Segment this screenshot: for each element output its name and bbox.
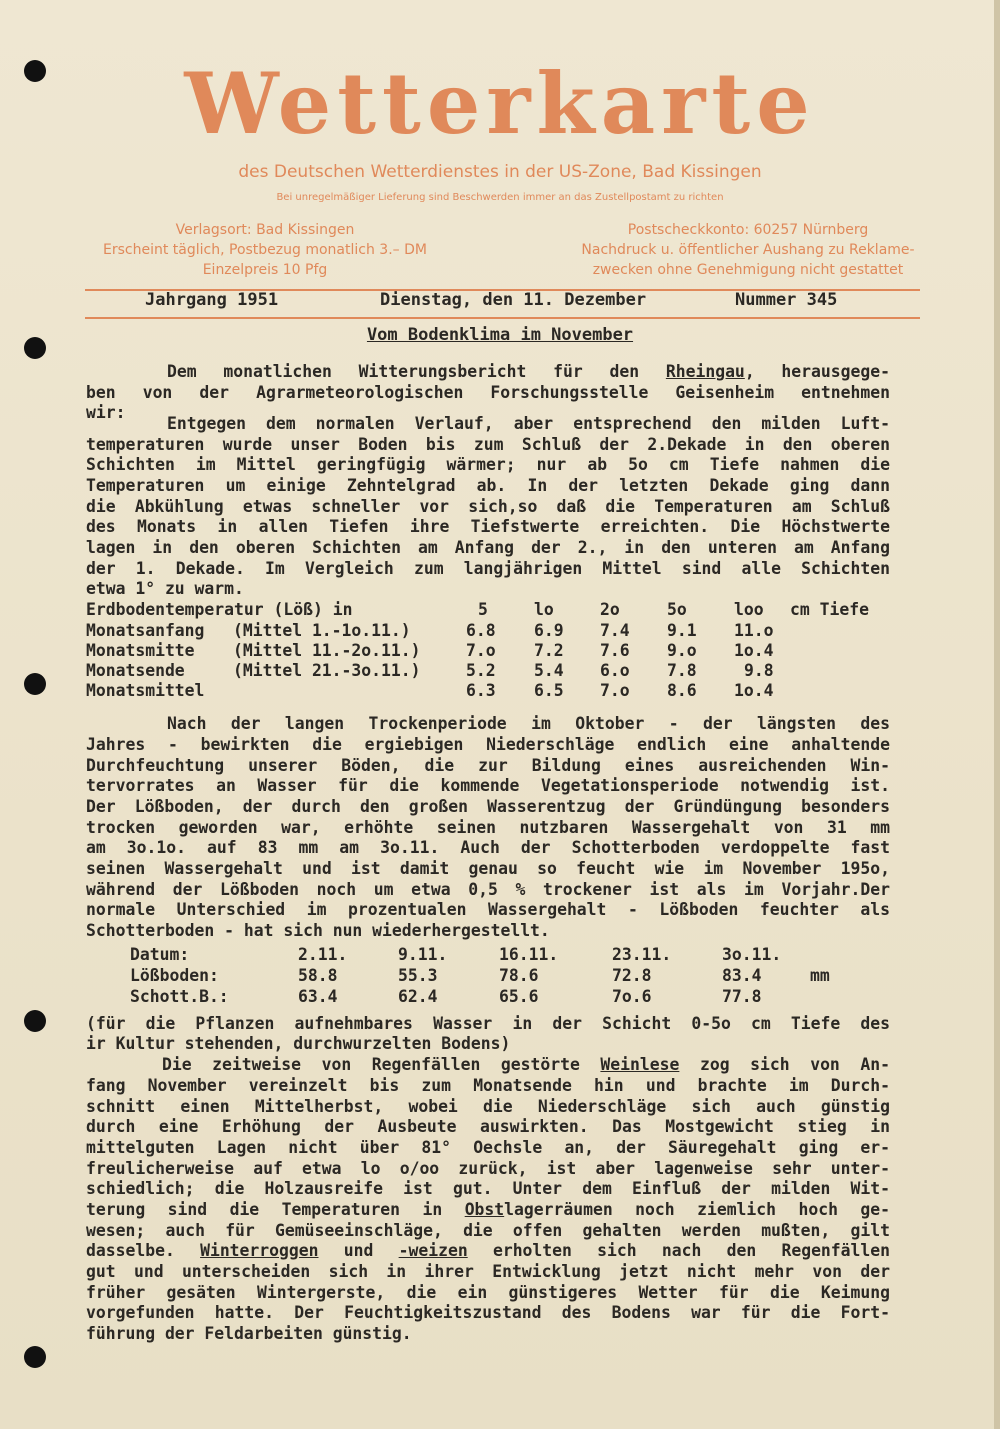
publisher-line: Verlagsort: Bad Kissingen	[175, 222, 355, 238]
table-cell: 8.6	[667, 681, 697, 700]
table-header-cell: lo	[534, 600, 554, 619]
text-line: normale Unterschied im prozentualen Wassergehalt - Lößboden feuchter als	[86, 900, 890, 919]
text-line: Die zeitweise von Regenfällen gestörte Weinlese zog sich von An-	[162, 1055, 890, 1074]
text-line: schnitt einen Mittelherbst, wobei die Niederschläge sich auch günstig	[86, 1097, 890, 1116]
text-line: Durchfeuchtung unserer Böden, die zur Bildung eines ausreichenden Win-	[86, 756, 890, 775]
text-line: am 3o.1o. auf 83 mm am 3o.11. Auch der Schotterboden verdoppelte fast	[86, 838, 890, 857]
punch-hole	[24, 673, 46, 695]
issue-date: Dienstag, den 11. Dezember	[380, 290, 647, 310]
text-line: vorgefunden hatte. Der Feuchtigkeitszustand des Bodens war für die Fort-	[86, 1303, 890, 1322]
table-cell: 1o.4	[734, 681, 774, 700]
table-cell: 9.1	[667, 621, 697, 640]
table-header-cell: 9.11.	[398, 945, 448, 964]
table-cell: 7.o	[600, 681, 630, 700]
table-cell: 55.3	[398, 966, 438, 985]
text-line: seinen Wassergehalt und ist damit genau so feucht wie im November 195o,	[86, 859, 890, 878]
text-line: fang November vereinzelt bis zum Monatsende hin und brachte im Durch-	[86, 1076, 890, 1095]
text-line: des Monats in allen Tiefen ihre Tiefstwerte erreichten. Die Höchstwerte	[86, 517, 890, 536]
table-row-period: (Mittel 21.-3o.11.)	[233, 661, 421, 680]
table-cell: 65.6	[499, 987, 539, 1006]
table-row-label: Monatsanfang	[86, 621, 205, 640]
table-cell: 5.4	[534, 661, 564, 680]
table-cell: 6.8	[466, 621, 496, 640]
text-line: schiedlich; die Holzausreife ist gut. Unter dem Einfluß der milden Wit-	[86, 1179, 890, 1198]
table-header-cell: loo	[734, 600, 764, 619]
table-cell: 6.o	[600, 661, 630, 680]
table-cell: 9.8	[744, 661, 774, 680]
text-line: mittelguten Lagen nicht über 81° Oechsle an, der Säuregehalt ging er-	[86, 1138, 890, 1157]
text-line: Jahres - bewirkten die ergiebigen Niederschläge endlich eine anhaltende	[86, 735, 890, 754]
table-cell: 7.2	[534, 641, 564, 660]
text-line: früher gesäten Wintergerste, die ein günstigeres Wetter für die Keimung	[86, 1283, 890, 1302]
table-header-cell: 2.11.	[298, 945, 348, 964]
table-cell: 63.4	[298, 987, 338, 1006]
text-line: der 1. Dekade. Im Vergleich zum langjährigen Mittel sind alle Schichten	[86, 559, 890, 578]
table-cell: 62.4	[398, 987, 438, 1006]
masthead-title: Wetterkarte	[184, 54, 816, 153]
text-line: Dem monatlichen Witterungsbericht für den Rheingau, herausgege-	[167, 362, 890, 381]
text-line: freulicherweise auf etwa lo o/oo zurück, ist aber lagenweise sehr unter-	[86, 1159, 890, 1178]
table-cell: 7.o	[466, 641, 496, 660]
text-line: temperaturen wurde unser Boden bis zum Schluß der 2.Dekade in den oberen	[86, 435, 890, 454]
text-line: die Abkühlung etwas schneller vor sich,so daß die Temperaturen am Schluß	[86, 497, 890, 516]
text-line: gut und unterscheiden sich in ihrer Entwicklung jetzt nicht mehr von der	[86, 1262, 890, 1281]
text-line: dasselbe. Winterroggen und -weizen erholten sich nach den Regenfällen	[86, 1241, 891, 1260]
table-cell: 6.9	[534, 621, 564, 640]
table-note-line: (für die Pflanzen aufnehmbares Wasser in der Schicht 0-5o cm Tiefe des	[86, 1014, 890, 1033]
text-line: wesen; auch für Gemüseeinschläge, die offen gehalten werden mußten, gilt	[86, 1221, 890, 1240]
table-row-label: Schott.B.:	[130, 987, 229, 1006]
text-line: ben von der Agrarmeteorologischen Forschungsstelle Geisenheim entnehmen	[86, 383, 890, 402]
table-cell: 11.o	[734, 621, 774, 640]
text-line: Entgegen dem normalen Verlauf, aber entsprechend den milden Luft-	[167, 414, 890, 433]
publisher-line: Erscheint täglich, Postbezug monatlich 3.– DM	[103, 242, 427, 258]
publisher-line: Nachdruck u. öffentlicher Aushang zu Reklame-	[581, 242, 915, 258]
table-cell: 77.8	[722, 987, 762, 1006]
issue-number: Nummer 345	[735, 290, 838, 310]
table-header-cell: 16.11.	[499, 945, 559, 964]
table-cell: 83.4	[722, 966, 762, 985]
table-cell: 7.6	[600, 641, 630, 660]
issue-volume: Jahrgang 1951	[145, 290, 279, 310]
table-cell: 58.8	[298, 966, 338, 985]
table-cell: 78.6	[499, 966, 539, 985]
text-line: führung der Feldarbeiten günstig.	[86, 1324, 412, 1343]
table-row-label: Monatsmitte	[86, 641, 195, 660]
table-header-cell: 2o	[600, 600, 620, 619]
table-cell: 1o.4	[734, 641, 774, 660]
text-line: Schichten im Mittel geringfügig wärmer; nur ab 5o cm Tiefe nahmen die	[86, 455, 890, 474]
text-line: terung sind die Temperaturen in Obstlagerräumen noch ziemlich hoch ge-	[86, 1200, 891, 1219]
table-header-cell: 5o	[667, 600, 687, 619]
table-header-cell: 5	[478, 600, 488, 619]
table-cell: 7o.6	[612, 987, 652, 1006]
publisher-info-right	[578, 220, 918, 280]
publisher-line: Postscheckkonto: 60257 Nürnberg	[627, 222, 869, 238]
text-line: etwa 1° zu warm.	[86, 579, 244, 598]
publisher-line: zwecken ohne Genehmigung nicht gestattet	[592, 262, 904, 278]
text-line: wir:	[86, 403, 126, 422]
text-line: Nach der langen Trockenperiode im Oktober - der längsten des	[167, 714, 890, 733]
text-line: Schotterboden - hat sich nun wiederhergestellt.	[86, 921, 550, 940]
article-title: Vom Bodenklima im November	[366, 325, 634, 345]
text-line: trocken geworden war, erhöhte seinen nutzbaren Wassergehalt von 31 mm	[86, 818, 890, 837]
text-line: lagen in den oberen Schichten am Anfang der 2., in den unteren am Anfang	[86, 538, 890, 557]
paper-edge	[994, 0, 1000, 1429]
table-header-cell: 3o.11.	[722, 945, 782, 964]
table-header-label: Erdbodentemperatur (Löß) in	[86, 600, 353, 619]
text-line: Temperaturen um einige Zehntelgrad ab. In der letzten Dekade ging dann	[86, 476, 890, 495]
masthead-note: Bei unregelmäßiger Lieferung sind Beschwerden immer an das Zustellpostamt zu richten	[276, 192, 724, 203]
divider-rule	[85, 317, 920, 319]
punch-hole	[24, 1010, 46, 1032]
table-row-period: (Mittel 11.-2o.11.)	[233, 641, 421, 660]
table-header-cell: 23.11.	[612, 945, 672, 964]
table-cell: 7.4	[600, 621, 630, 640]
table-cell: 9.o	[667, 641, 697, 660]
text-line: während der Lößboden noch um etwa 0,5 % trockener ist als im Vorjahr.Der	[86, 880, 890, 899]
table-note-line: ir Kultur stehenden, durchwurzelten Bodens)	[86, 1034, 511, 1053]
table-cell: 72.8	[612, 966, 652, 985]
text-line: tervorrates an Wasser für die kommende Vegetationsperiode notwendig ist.	[86, 776, 890, 795]
table-unit: mm	[810, 966, 830, 985]
publisher-line: Einzelpreis 10 Pfg	[202, 262, 328, 278]
publisher-info-left	[100, 220, 430, 280]
table-row-label: Monatsende	[86, 661, 185, 680]
table-cell: 6.3	[466, 681, 496, 700]
text-line: Der Lößboden, der durch den großen Wasserentzug der Gründüngung besonders	[86, 797, 890, 816]
masthead-subtitle: des Deutschen Wetterdienstes in der US-Zone, Bad Kissingen	[238, 162, 762, 182]
table-cell: 5.2	[466, 661, 496, 680]
table-row-label: Monatsmittel	[86, 681, 205, 700]
text-line: durch eine Erhöhung der Ausbeute auswirkten. Das Mostgewicht stieg in	[86, 1117, 890, 1136]
table-header-label: Datum:	[130, 945, 190, 964]
table-cell: 7.8	[667, 661, 697, 680]
table-row-period: (Mittel 1.-1o.11.)	[233, 621, 411, 640]
table-cell: 6.5	[534, 681, 564, 700]
table-header-unit: cm Tiefe	[790, 600, 869, 619]
punch-hole	[24, 1346, 46, 1368]
table-row-label: Lößboden:	[130, 966, 219, 985]
